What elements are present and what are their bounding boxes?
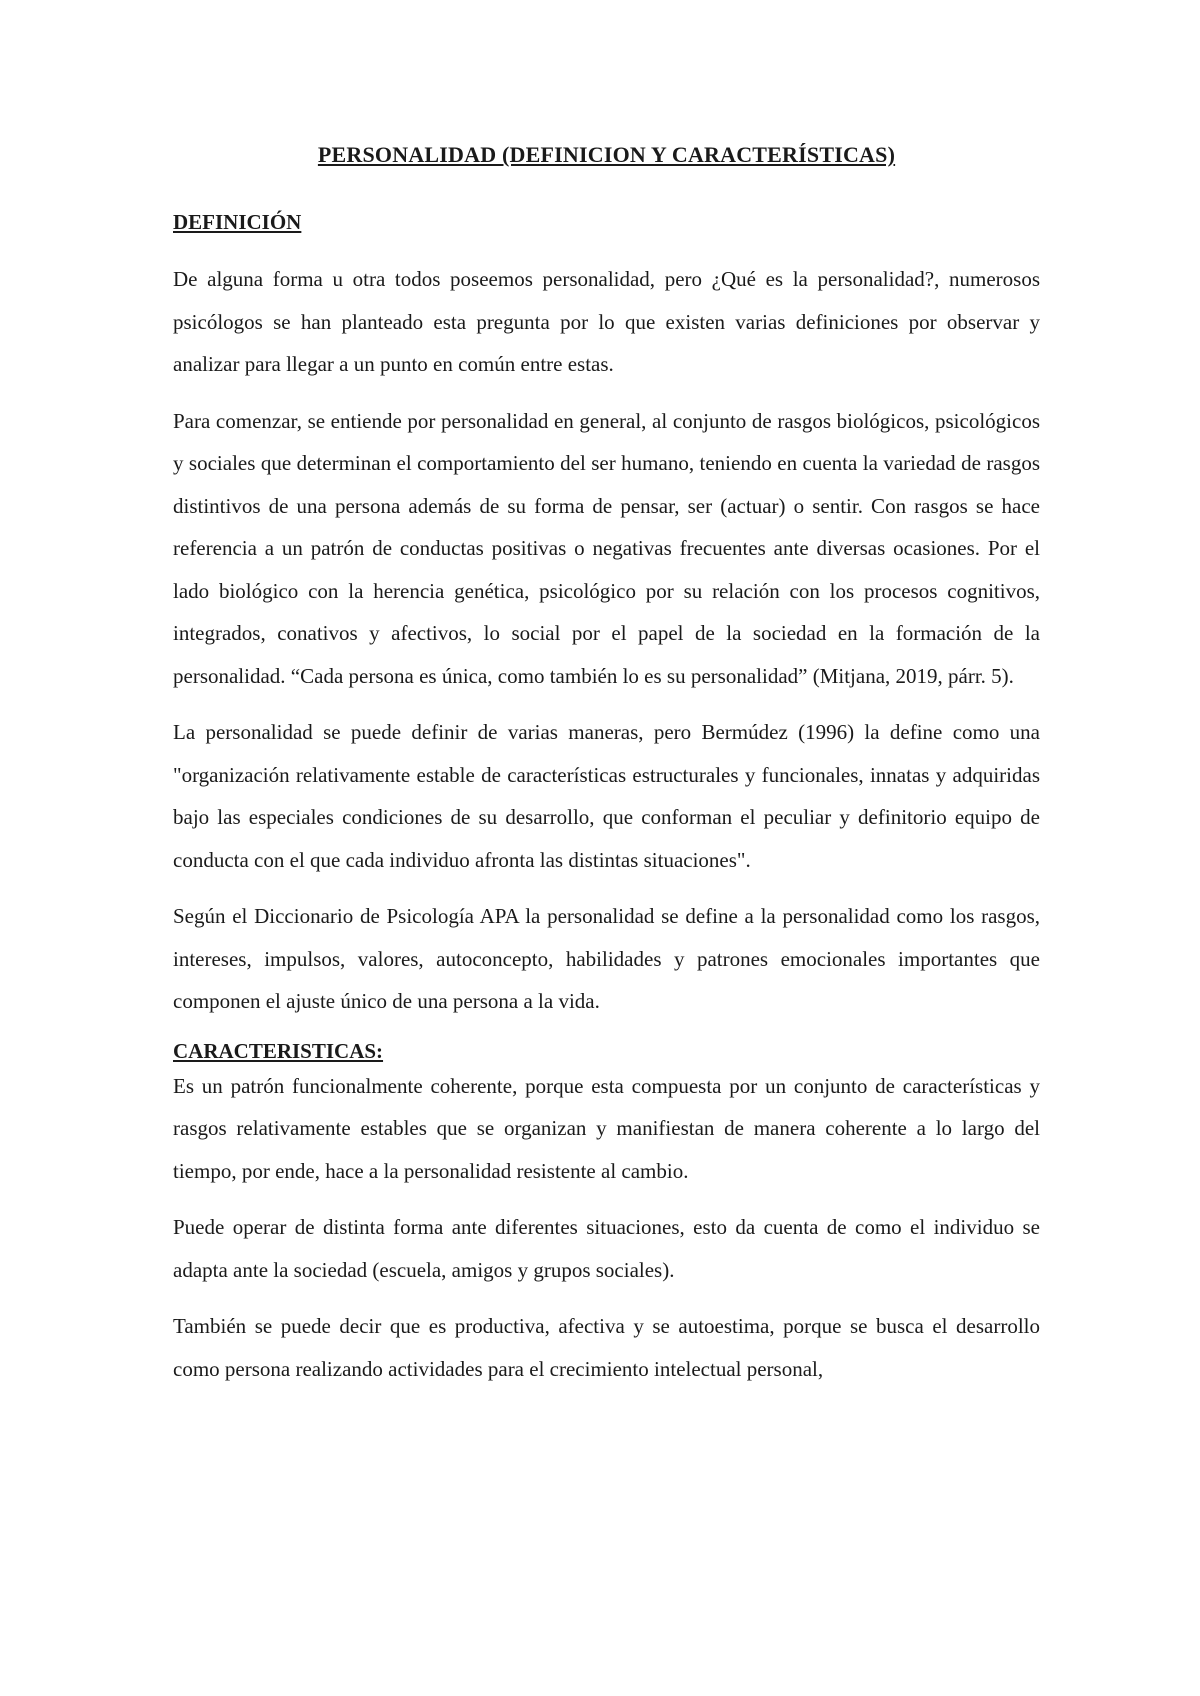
paragraph: Es un patrón funcionalmente coherente, porque esta compuesta por un conjunto de características y rasgos relativamente estables que se organizan y manifiestan de manera coherente a lo largo del tiempo, por ende, hace a la personalidad resistente al cambio. [173, 1073, 1040, 1183]
paragraph: De alguna forma u otra todos poseemos personalidad, pero ¿Qué es la personalidad?, numerosos psicólogos se han planteado esta pregunta por lo que existen varias definiciones por observar y analizar para llegar a un punto en común entre estas. [173, 267, 1040, 376]
paragraph: Puede operar de distinta forma ante diferentes situaciones, esto da cuenta de como el individuo se adapta ante la sociedad (escuela, amigos y grupos sociales). [173, 1215, 1040, 1282]
document-title: PERSONALIDAD (DEFINICION Y CARACTERÍSTICAS) [317, 142, 896, 167]
paragraph: También se puede decir que es productiva, afectiva y se autoestima, porque se busca el desarrollo como persona realizando actividades para el crecimiento intelectual personal, [173, 1314, 1040, 1381]
document-page [173, 140, 1040, 1404]
paragraph: Según el Diccionario de Psicología APA la personalidad se define a la personalidad como los rasgos, intereses, impulsos, valores, autoconcepto, habilidades y patrones emocionales importantes que componen el ajuste único de una persona a la vida. [173, 904, 1040, 1013]
section-heading-definicion: DEFINICIÓN [173, 210, 302, 234]
paragraph: La personalidad se puede definir de varias maneras, pero Bermúdez (1996) la define como una "organización relativamente estable de características estructurales y funcionales, innatas y adquiridas bajo las especiales condiciones de su desarrollo, que conforman el peculiar y definitorio equipo de conducta con el que cada individuo afronta las distintas situaciones". [173, 720, 1040, 872]
section-heading-caracteristicas: CARACTERISTICAS: [173, 1038, 384, 1063]
paragraph: Para comenzar, se entiende por personalidad en general, al conjunto de rasgos biológicos, psicológicos y sociales que determinan el comportamiento del ser humano, teniendo en cuenta la variedad de rasgos distintivos de una persona además de su forma de pensar, ser (actuar) o sentir. Con rasgos se hace referencia a un patrón de conductas positivas o negativas frecuentes ante diversas ocasiones. Por el lado biológico con la herencia genética, psicológico por su relación con los procesos cognitivos, integrados, conativos y afectivos, lo social por el papel de la sociedad en la formación de la personalidad. “Cada persona es única, como también lo es su personalidad” (Mitjana, 2019, párr. 5). [173, 408, 1040, 688]
